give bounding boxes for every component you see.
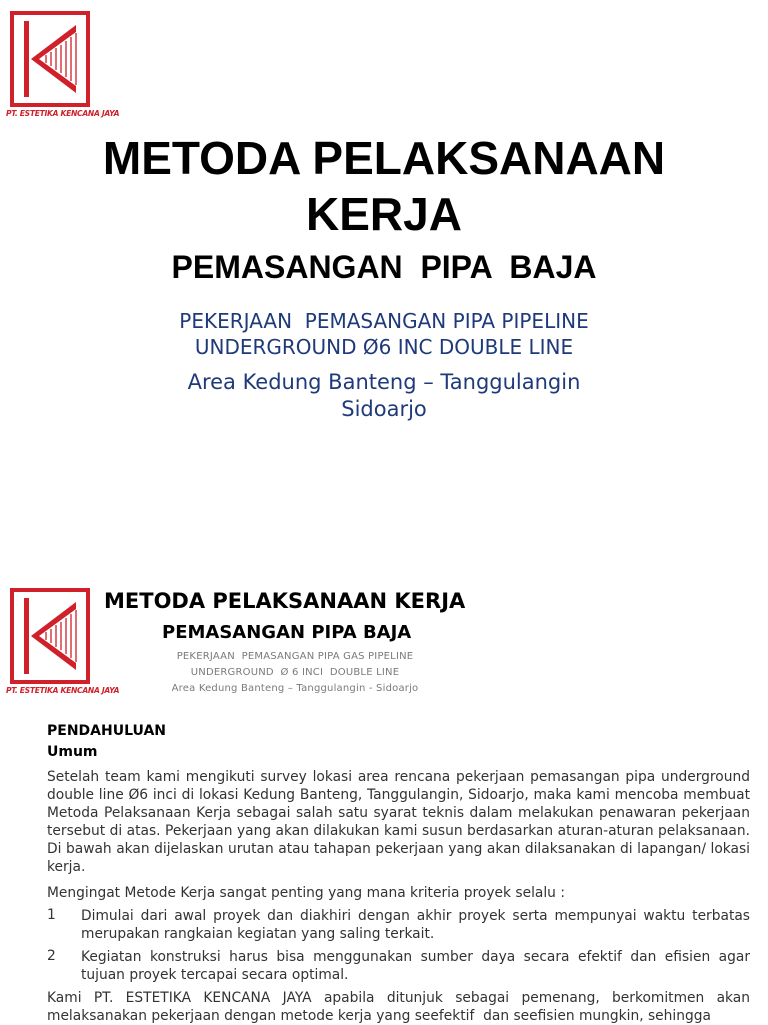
list-item: Kegiatan konstruksi harus bisa menggunakan sumber daya secara efektif dan efisien agar tujuan proyek tercapai secara optimal.	[81, 949, 750, 983]
list-item-number: 2	[47, 948, 56, 964]
company-logo	[6, 9, 120, 121]
company-logo-small	[6, 586, 120, 698]
slide2-project-line1: PEKERJAAN PEMASANGAN PIPA GAS PIPELINE	[176, 651, 414, 662]
slide1-area-line1: Area Kedung Banteng – Tanggulangin	[187, 370, 581, 394]
company-logo-text: PT. ESTETIKA KENCANA JAYA	[6, 686, 120, 695]
slide1-subtitle: PEMASANGAN PIPA BAJA	[171, 249, 597, 285]
slide1-area-line2: Sidoarjo	[341, 397, 427, 421]
slide1-title-line2: KERJA	[306, 188, 462, 240]
section-heading: PENDAHULUAN	[47, 723, 166, 739]
slide2-title: METODA PELAKSANAAN KERJA	[104, 589, 466, 613]
paragraph-commitment: Kami PT. ESTETIKA KENCANA JAYA apabila ditunjuk sebagai pemenang, berkomitmen akan melaksanakan pekerjaan dengan metode kerja yang seefektif dan seefisien mungkin, sehingga	[47, 990, 755, 1024]
paragraph-criteria-intro: Mengingat Metode Kerja sangat penting yang mana kriteria proyek selalu :	[47, 885, 565, 901]
paragraph-intro: Setelah team kami mengikuti survey lokasi area rencana pekerjaan pemasangan pipa underground double line Ø6 inci di lokasi Kedung Banteng, Tanggulangin, Sidoarjo, maka kami mencoba membuat Metoda Pelaksanaan Kerja sebagai salah satu syarat teknis dalam melakukan penawaran pekerjaan tersebut di atas. Pekerjaan yang akan dilakukan kami susun berdasarkan aturan-aturan pelaksanaan. Di bawah akan dijelaskan urutan atau tahapan pekerjaan yang akan dilaksanakan di lapangan/ lokasi kerja.	[47, 769, 750, 875]
slide2-project-line2: UNDERGROUND Ø 6 INCI DOUBLE LINE	[190, 667, 400, 678]
slide2-area: Area Kedung Banteng – Tanggulangin - Sidoarjo	[171, 683, 419, 694]
sub-heading: Umum	[47, 744, 98, 760]
slide1-project-line2: UNDERGROUND Ø6 INC DOUBLE LINE	[194, 335, 574, 359]
ekj-logo-icon	[10, 588, 90, 684]
slide1-project-line1: PEKERJAAN PEMASANGAN PIPA PIPELINE	[179, 309, 589, 333]
slide2-subtitle: PEMASANGAN PIPA BAJA	[162, 622, 412, 643]
company-logo-text: PT. ESTETIKA KENCANA JAYA	[6, 109, 120, 118]
slide1-title-line1: METODA PELAKSANAAN	[102, 132, 666, 184]
list-item: Dimulai dari awal proyek dan diakhiri dengan akhir proyek serta mempunyai waktu terbatas merupakan rangkaian kegiatan yang saling terkait.	[81, 908, 750, 942]
list-item-number: 1	[47, 907, 56, 923]
ekj-logo-icon	[10, 11, 90, 107]
